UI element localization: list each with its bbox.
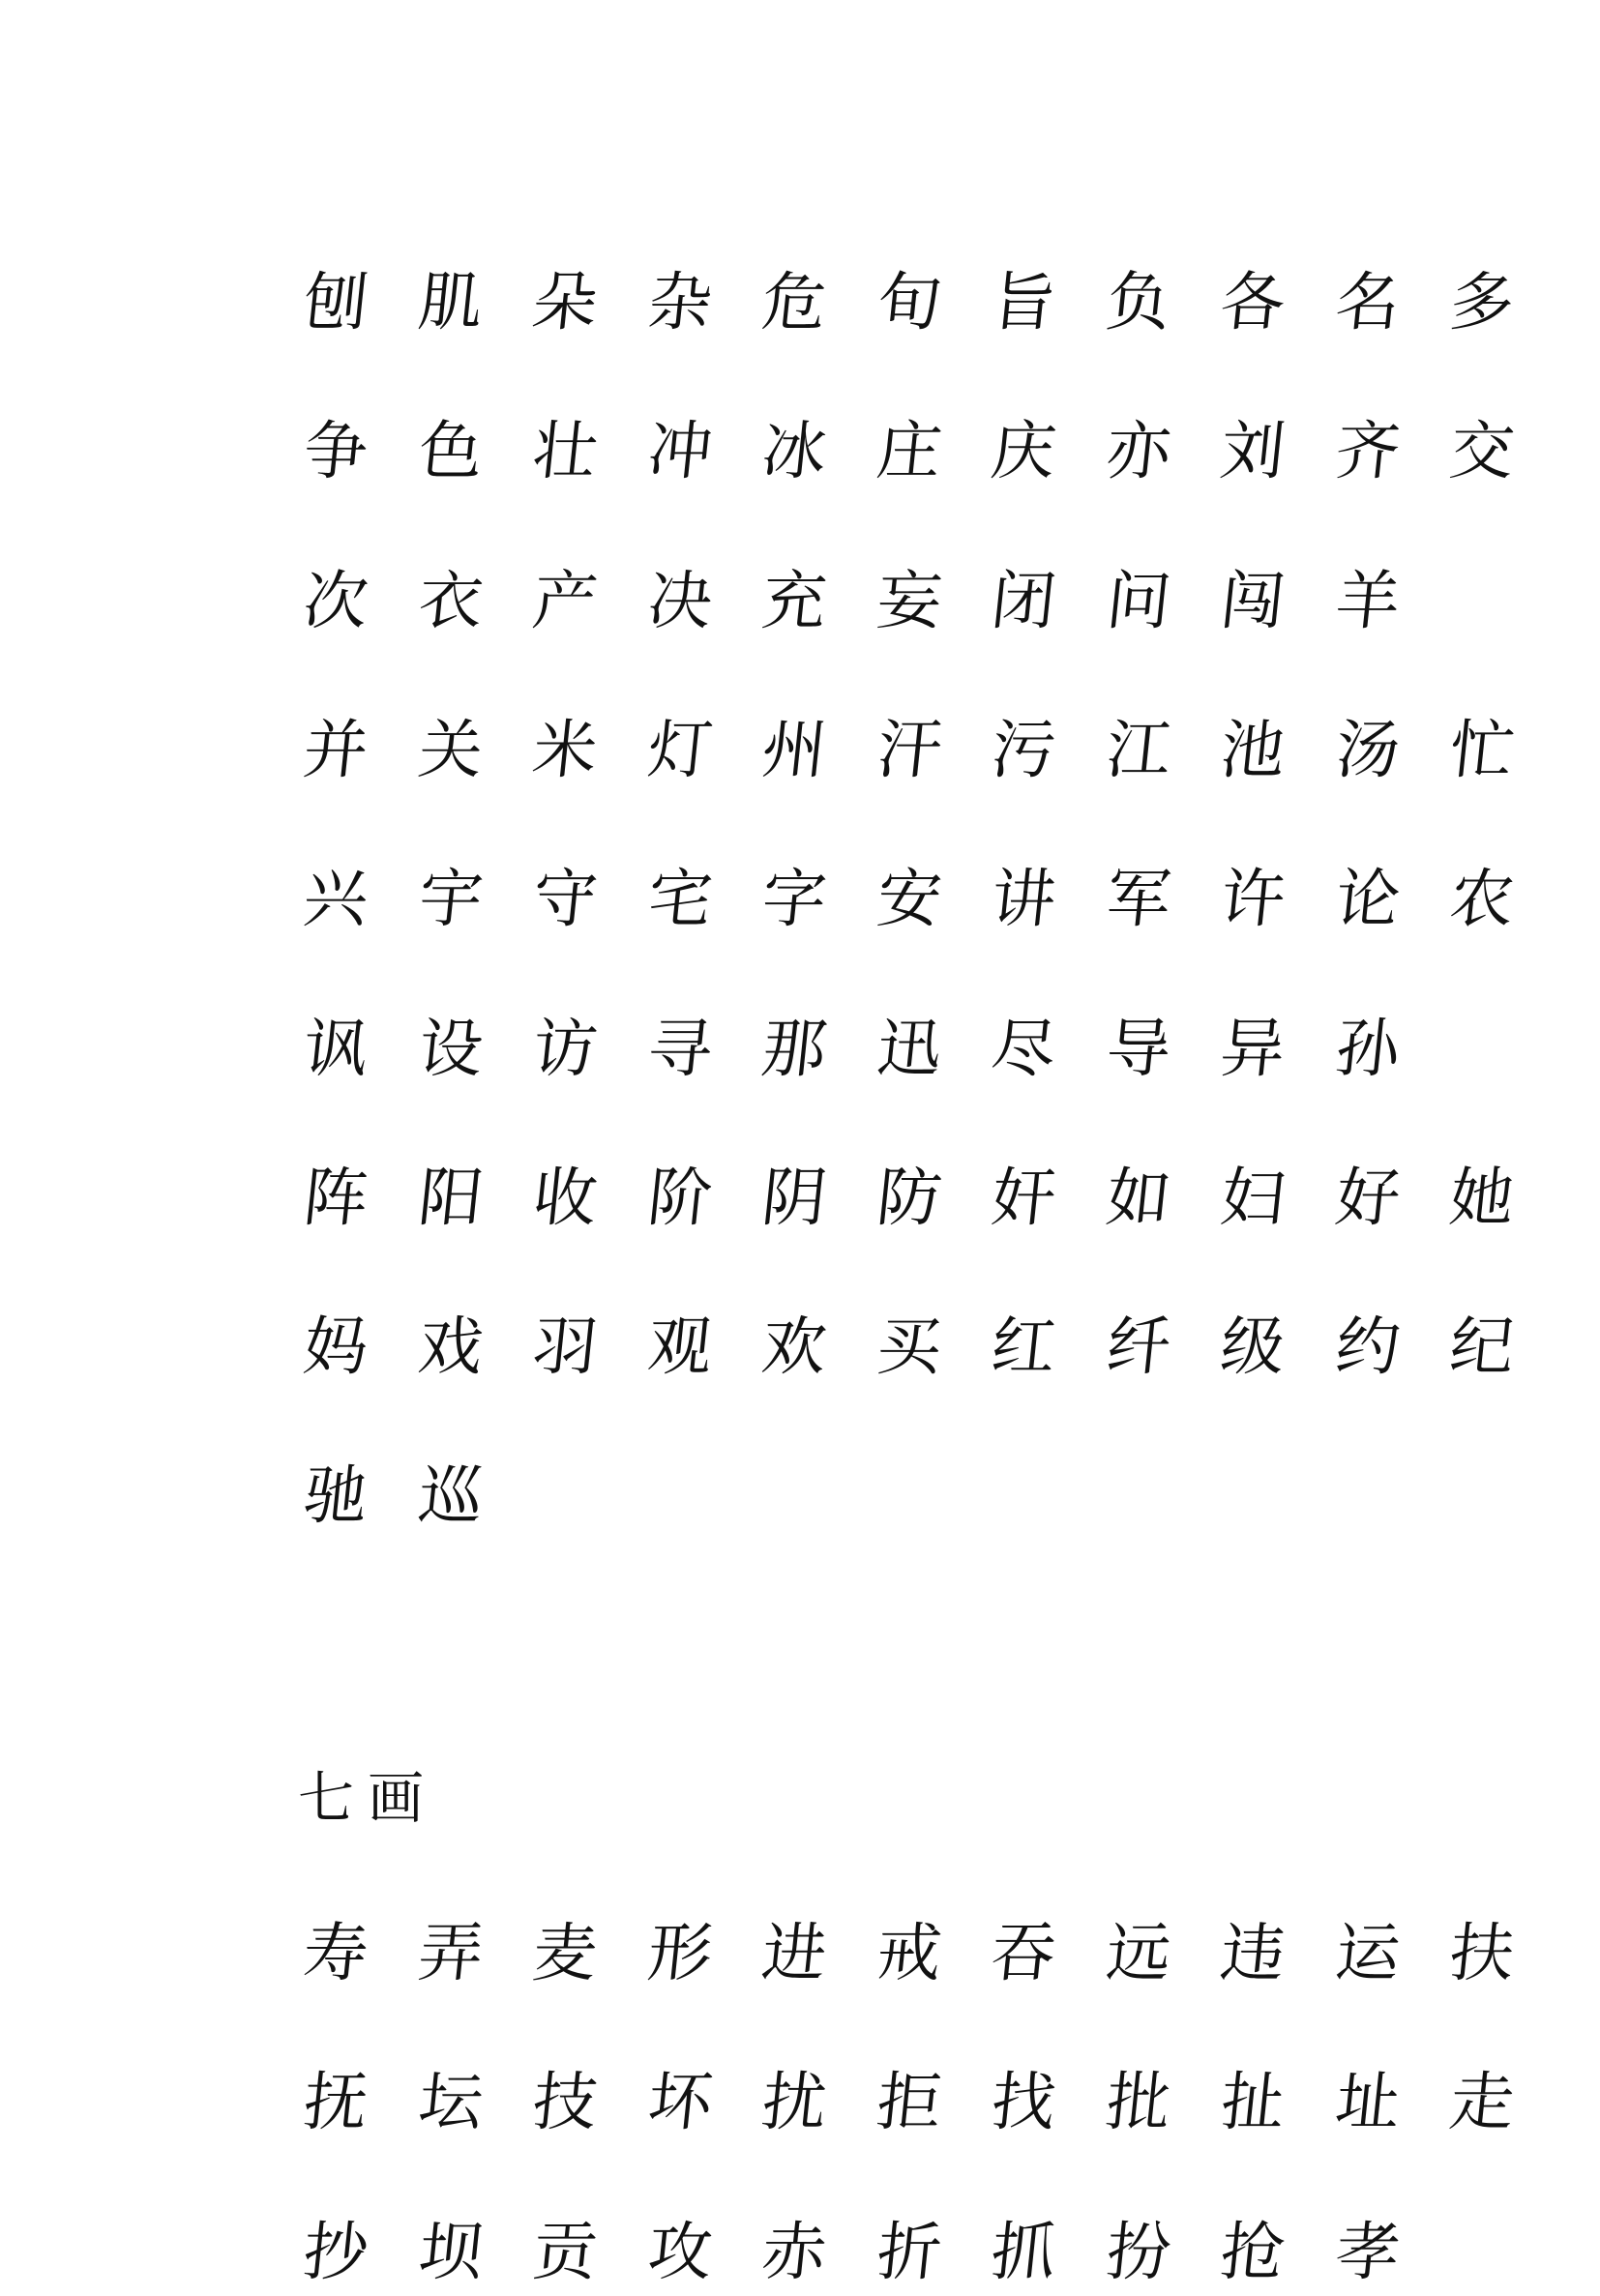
character: 抄 bbox=[300, 2214, 372, 2289]
character: 抚 bbox=[300, 2065, 372, 2140]
character: 技 bbox=[529, 2065, 602, 2140]
character: 妄 bbox=[873, 563, 945, 638]
character: 交 bbox=[1446, 414, 1519, 489]
character: 并 bbox=[300, 712, 372, 787]
character: 江 bbox=[1102, 712, 1174, 787]
character: 孙 bbox=[1331, 1011, 1404, 1086]
character: 衣 bbox=[414, 563, 487, 638]
character: 买 bbox=[873, 1310, 945, 1385]
character: 抢 bbox=[1217, 2214, 1289, 2289]
character: 字 bbox=[758, 862, 831, 937]
character: 攻 bbox=[643, 2214, 716, 2289]
character: 阶 bbox=[643, 1160, 716, 1235]
character: 贡 bbox=[529, 2214, 602, 2289]
character: 问 bbox=[1102, 563, 1174, 638]
character: 纤 bbox=[1102, 1310, 1174, 1385]
character: 远 bbox=[1102, 1916, 1174, 1990]
character-row bbox=[0, 1304, 1600, 1391]
character: 纪 bbox=[1446, 1310, 1519, 1385]
character: 迅 bbox=[873, 1011, 945, 1086]
character: 扰 bbox=[758, 2065, 831, 2140]
character: 尽 bbox=[988, 1011, 1060, 1086]
character: 收 bbox=[529, 1160, 602, 1235]
character: 许 bbox=[1217, 862, 1289, 937]
character: 亦 bbox=[1102, 414, 1174, 489]
character-row bbox=[0, 1006, 1600, 1093]
character: 庆 bbox=[988, 414, 1060, 489]
character: 羊 bbox=[1331, 563, 1404, 638]
character: 走 bbox=[1446, 2065, 1519, 2140]
character: 关 bbox=[414, 712, 487, 787]
character: 弄 bbox=[414, 1916, 487, 1990]
character: 进 bbox=[758, 1916, 831, 1990]
character: 州 bbox=[758, 712, 831, 787]
character: 违 bbox=[1217, 1916, 1289, 1990]
character: 杂 bbox=[643, 265, 716, 339]
character: 访 bbox=[529, 1011, 602, 1086]
character: 异 bbox=[1217, 1011, 1289, 1086]
character: 观 bbox=[643, 1310, 716, 1385]
character: 宅 bbox=[643, 862, 716, 937]
character: 扮 bbox=[1102, 2214, 1174, 2289]
character: 宇 bbox=[414, 862, 487, 937]
character: 如 bbox=[1102, 1160, 1174, 1235]
character: 安 bbox=[873, 862, 945, 937]
character: 驰 bbox=[300, 1458, 372, 1534]
character: 级 bbox=[1217, 1310, 1289, 1385]
character: 兴 bbox=[300, 862, 372, 937]
character: 抓 bbox=[988, 2214, 1060, 2289]
character: 争 bbox=[300, 414, 372, 489]
character-row bbox=[0, 856, 1600, 943]
character: 扶 bbox=[1446, 1916, 1519, 1990]
character: 批 bbox=[1102, 2065, 1174, 2140]
character: 论 bbox=[1331, 862, 1404, 937]
character: 壮 bbox=[529, 414, 602, 489]
character: 旬 bbox=[873, 265, 945, 339]
character: 闯 bbox=[1217, 563, 1289, 638]
character: 奸 bbox=[988, 1160, 1060, 1235]
character: 负 bbox=[1102, 265, 1174, 339]
character: 巡 bbox=[414, 1458, 487, 1534]
character: 址 bbox=[1331, 2065, 1404, 2140]
character: 防 bbox=[873, 1160, 945, 1235]
character: 那 bbox=[758, 1011, 831, 1086]
character: 寻 bbox=[643, 1011, 716, 1086]
character: 坝 bbox=[414, 2214, 487, 2289]
character: 红 bbox=[988, 1310, 1060, 1385]
character: 朵 bbox=[529, 265, 602, 339]
character: 名 bbox=[1331, 265, 1404, 339]
character-row bbox=[0, 2209, 1600, 2296]
character: 妇 bbox=[1217, 1160, 1289, 1235]
character-row bbox=[0, 558, 1600, 645]
character: 米 bbox=[529, 712, 602, 787]
character: 次 bbox=[300, 563, 372, 638]
character: 扯 bbox=[1217, 2065, 1289, 2140]
character: 赤 bbox=[758, 2214, 831, 2289]
character: 污 bbox=[988, 712, 1060, 787]
character: 忙 bbox=[1446, 712, 1519, 787]
character: 守 bbox=[529, 862, 602, 937]
character: 坏 bbox=[643, 2065, 716, 2140]
character: 汤 bbox=[1331, 712, 1404, 787]
character: 齐 bbox=[1331, 414, 1404, 489]
character: 羽 bbox=[529, 1310, 602, 1385]
character: 产 bbox=[529, 563, 602, 638]
character-row bbox=[0, 1155, 1600, 1242]
character: 决 bbox=[643, 563, 716, 638]
character: 戏 bbox=[414, 1310, 487, 1385]
character: 汗 bbox=[873, 712, 945, 787]
character: 池 bbox=[1217, 712, 1289, 787]
character: 吞 bbox=[988, 1916, 1060, 1990]
character-row bbox=[0, 2059, 1600, 2146]
character: 运 bbox=[1331, 1916, 1404, 1990]
character: 形 bbox=[643, 1916, 716, 1990]
character: 多 bbox=[1446, 265, 1519, 339]
character: 庄 bbox=[873, 414, 945, 489]
character: 寿 bbox=[300, 1916, 372, 1990]
character: 妈 bbox=[300, 1310, 372, 1385]
character: 充 bbox=[758, 563, 831, 638]
character: 麦 bbox=[529, 1916, 602, 1990]
character: 各 bbox=[1217, 265, 1289, 339]
character: 戒 bbox=[873, 1916, 945, 1990]
character: 农 bbox=[1446, 862, 1519, 937]
character: 导 bbox=[1102, 1011, 1174, 1086]
character-row bbox=[0, 707, 1600, 794]
character: 刘 bbox=[1217, 414, 1289, 489]
character: 拒 bbox=[873, 2065, 945, 2140]
character: 孝 bbox=[1331, 2214, 1404, 2289]
character: 阳 bbox=[414, 1160, 487, 1235]
character: 她 bbox=[1446, 1160, 1519, 1235]
character: 军 bbox=[1102, 862, 1174, 937]
character: 刨 bbox=[300, 265, 372, 339]
character: 色 bbox=[414, 414, 487, 489]
character: 灯 bbox=[643, 712, 716, 787]
character: 约 bbox=[1331, 1310, 1404, 1385]
character-row bbox=[0, 1453, 1600, 1540]
character: 旨 bbox=[988, 265, 1060, 339]
character: 好 bbox=[1331, 1160, 1404, 1235]
character-row bbox=[0, 1910, 1600, 1997]
character: 欢 bbox=[758, 1310, 831, 1385]
character-row bbox=[0, 259, 1600, 346]
character: 讽 bbox=[300, 1011, 372, 1086]
character: 肌 bbox=[414, 265, 487, 339]
character: 冲 bbox=[643, 414, 716, 489]
section-heading: 七画 bbox=[298, 1765, 438, 1831]
character: 阴 bbox=[758, 1160, 831, 1235]
character: 危 bbox=[758, 265, 831, 339]
character: 找 bbox=[988, 2065, 1060, 2140]
character-row bbox=[0, 408, 1600, 495]
character: 折 bbox=[873, 2214, 945, 2289]
character: 讲 bbox=[988, 862, 1060, 937]
character: 闭 bbox=[988, 563, 1060, 638]
character: 冰 bbox=[758, 414, 831, 489]
character: 坛 bbox=[414, 2065, 487, 2140]
character: 设 bbox=[414, 1011, 487, 1086]
character: 阵 bbox=[300, 1160, 372, 1235]
